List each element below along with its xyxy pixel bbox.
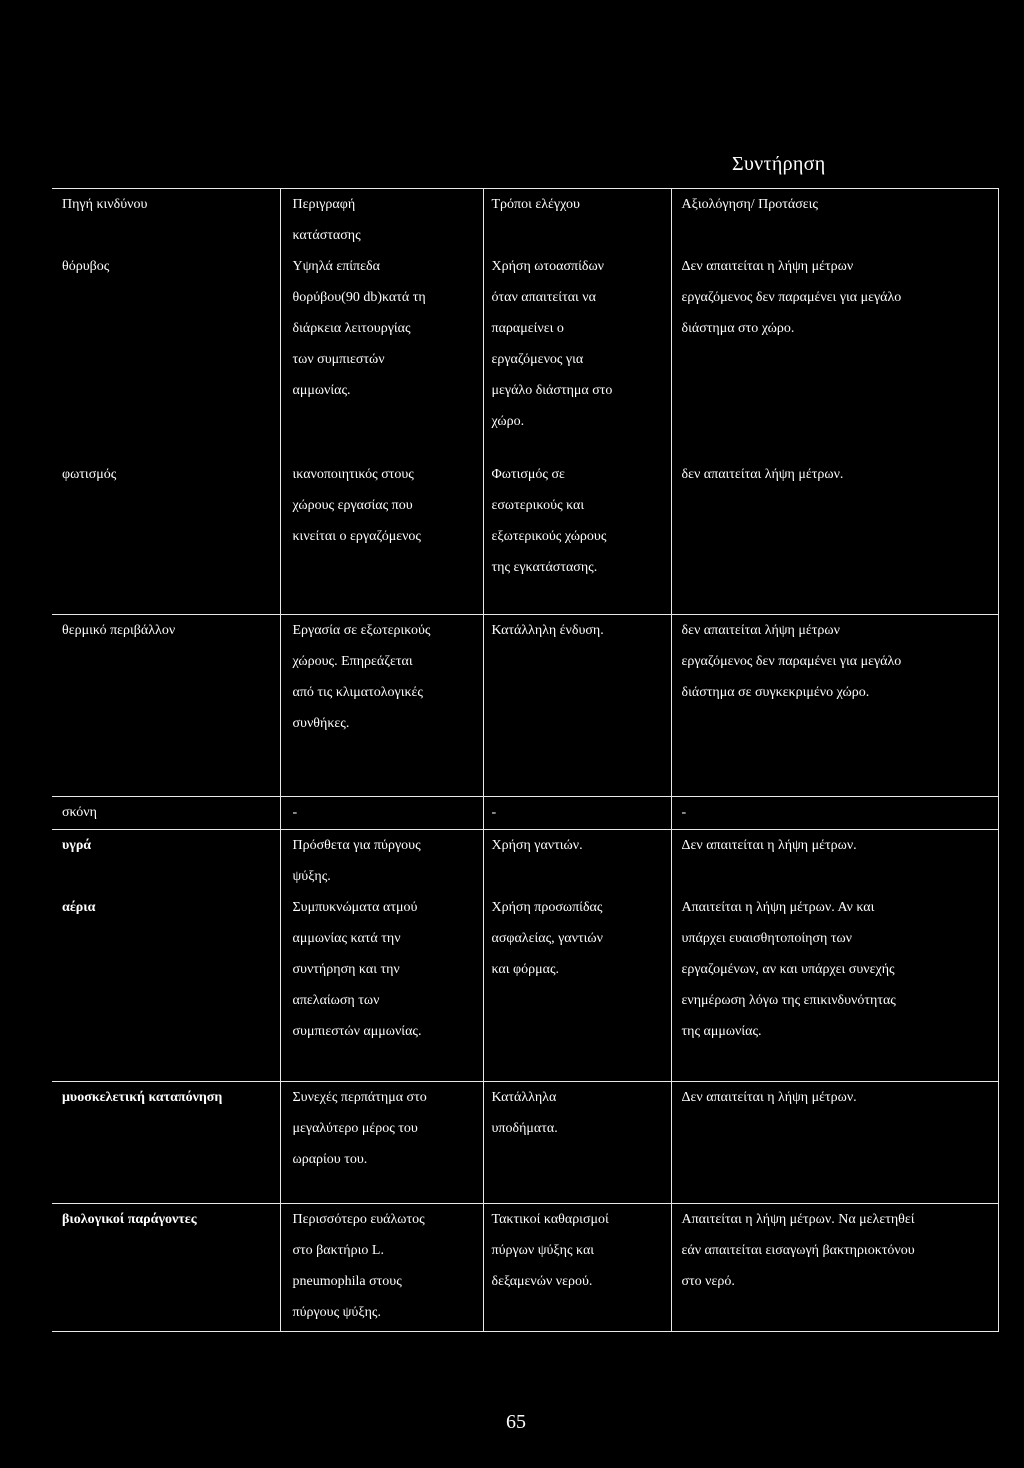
row-source: υγρά <box>52 829 280 892</box>
row-evaluation: - <box>671 796 998 829</box>
header-description: Περιγραφή κατάστασης <box>280 189 483 252</box>
row-control: Κατάλληλη ένδυση. <box>483 614 671 796</box>
row-description: Συμπυκνώματα ατμού αμμωνίας κατά την συντήρηση και την απελαίωση των συμπιεστών αμμωνίας. <box>280 892 483 1082</box>
section-title: Συντήρηση <box>732 153 826 175</box>
row-control: - <box>483 796 671 829</box>
table-row <box>52 459 998 614</box>
table-row <box>52 829 998 892</box>
row-control: Χρήση προσωπίδας ασφαλείας, γαντιών και φόρμας. <box>483 892 671 1082</box>
table-row <box>52 796 998 829</box>
row-evaluation: δεν απαιτείται λήψη μέτρων εργαζόμενος δεν παραμένει για μεγάλο διάστημα σε συγκεκριμένο χώρο. <box>671 614 998 796</box>
risk-assessment-table <box>52 188 999 1332</box>
row-control: Χρήση γαντιών. <box>483 829 671 892</box>
row-description: Συνεχές περπάτημα στο μεγαλύτερο μέρος του ωραρίου του. <box>280 1082 483 1204</box>
row-source: μυοσκελετική καταπόνηση <box>52 1082 280 1204</box>
row-description: ικανοποιητικός στους χώρους εργασίας που κινείται ο εργαζόμενος <box>280 459 483 614</box>
row-control: Φωτισμός σε εσωτερικούς και εξωτερικούς χώρους της εγκατάστασης. <box>483 459 671 614</box>
row-control: Τακτικοί καθαρισμοί πύργων ψύξης και δεξαμενών νερού. <box>483 1204 671 1332</box>
header-control: Τρόποι ελέγχου <box>483 189 671 252</box>
row-evaluation: Απαιτείται η λήψη μέτρων. Αν και υπάρχει ευαισθητοποίηση των εργαζομένων, αν και υπάρχει συνεχής ενημέρωση λόγω της επικινδυνότητας της αμμωνίας. <box>671 892 998 1082</box>
row-source: βιολογικοί παράγοντες <box>52 1204 280 1332</box>
row-evaluation: Δεν απαιτείται η λήψη μέτρων εργαζόμενος δεν παραμένει για μεγάλο διάστημα στο χώρο. <box>671 251 998 459</box>
row-description: Εργασία σε εξωτερικούς χώρους. Επηρεάζεται από τις κλιματολογικές συνθήκες. <box>280 614 483 796</box>
row-description: Υψηλά επίπεδα θορύβου(90 db)κατά τη διάρκεια λειτουργίας των συμπιεστών αμμωνίας. <box>280 251 483 459</box>
row-control: Χρήση ωτοασπίδων όταν απαιτείται να παραμείνει ο εργαζόμενος για μεγάλο διάστημα στο χώρο. <box>483 251 671 459</box>
table-row <box>52 614 998 796</box>
row-evaluation: δεν απαιτείται λήψη μέτρων. <box>671 459 998 614</box>
row-description: Περισσότερο ευάλωτος στο βακτήριο L. pneumophila στους πύργους ψύξης. <box>280 1204 483 1332</box>
table-row <box>52 1204 998 1332</box>
table-header-row <box>52 189 998 252</box>
page-number: 65 <box>506 1411 526 1433</box>
row-source: σκόνη <box>52 796 280 829</box>
row-evaluation: Δεν απαιτείται η λήψη μέτρων. <box>671 829 998 892</box>
row-description: - <box>280 796 483 829</box>
header-evaluation: Αξιολόγηση/ Προτάσεις <box>671 189 998 252</box>
row-control: Κατάλληλα υποδήματα. <box>483 1082 671 1204</box>
table-row <box>52 1082 998 1204</box>
header-source: Πηγή κινδύνου <box>52 189 280 252</box>
table-row <box>52 892 998 1082</box>
row-source: θερμικό περιβάλλον <box>52 614 280 796</box>
row-description: Πρόσθετα για πύργους ψύξης. <box>280 829 483 892</box>
row-source: θόρυβος <box>62 259 110 274</box>
row-source: αέρια <box>62 899 96 915</box>
row-source: φωτισμός <box>62 467 117 482</box>
table-row <box>52 251 998 459</box>
row-evaluation: Απαιτείται η λήψη μέτρων. Να μελετηθεί εάν απαιτείται εισαγωγή βακτηριοκτόνου στο νερό. <box>671 1204 998 1332</box>
row-evaluation: Δεν απαιτείται η λήψη μέτρων. <box>671 1082 998 1204</box>
